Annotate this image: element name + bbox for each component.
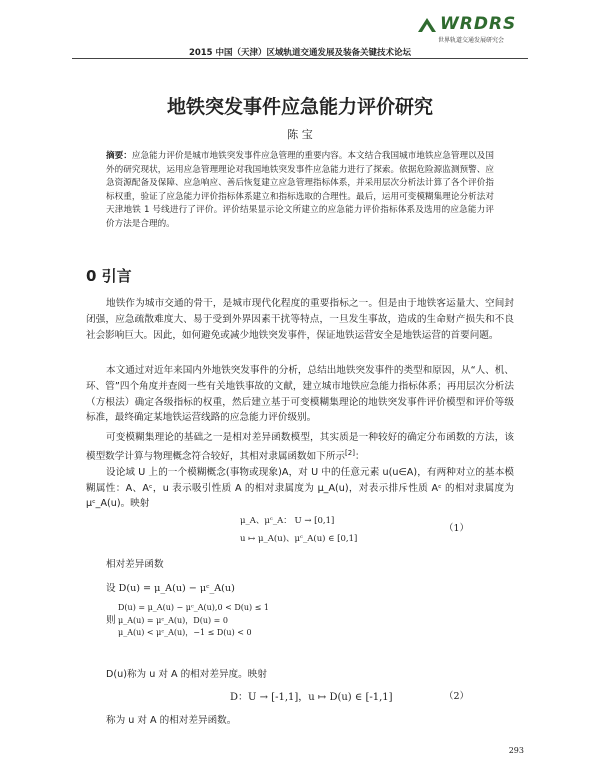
equation-2-number: （2） — [444, 691, 470, 702]
header-rule — [72, 58, 528, 59]
paragraph-2: 本文通过对近年来国内外地铁突发事件的分析，总结出地铁突发事件的类型和原因，从“人、机、环、管”四个角度并查阅一些有关地铁事故的文献，建立城市地铁应急能力指标体系；再用层次分析法（方根法）确定各级指标的权重，然后建立基于可变模糊集理论的地铁突发事件评价模型和评价等级标准，最终确定某地铁运营线路的应急能力评价级别。 — [86, 365, 514, 424]
equation-2: D：U → [-1,1]，u ↦ D(u) ∈ [-1,1] — [230, 692, 393, 703]
paragraph-3 — [86, 430, 514, 512]
paper-title: 地铁突发事件应急能力评价研究 — [166, 96, 433, 118]
paragraph-3-tail: ： — [354, 450, 365, 462]
d-description: D(u)称为 u 对 A 的相对差异度。映射 — [106, 669, 267, 680]
case-row-1: D(u) = μ_A(u) − μᶜ_A(u),0 < D(u) ≤ 1 — [118, 603, 270, 612]
then-label: 则 — [106, 615, 116, 626]
paragraph-1: 地铁作为城市交通的骨干，是城市现代化程度的重要指标之一。但是由于地铁客运量大、空间封闭强，应急疏散难度大、易于受到外界因素干扰等特点，一旦发生事故，造成的生命财产损失和不良社会影响巨大。因此，如何避免或减少地铁突发事件，保证地铁运营安全是地铁运营的首要问题。 — [86, 298, 514, 341]
paragraph-3-intro: 可变模糊集理论的基础之一是相对差异函数模型，其实质是一种较好的确定分布函数的方法，该模型数学计算与物理概念符合较好，其相对隶属函数如下所示 — [86, 432, 514, 462]
case-definition — [106, 602, 269, 640]
logo — [416, 14, 528, 44]
abstract-label: 摘要： — [106, 151, 132, 161]
author: 陈 宝 — [287, 128, 313, 141]
case-row-3: μ_A(u) < μᶜ_A(u)，−1 ≤ D(u) < 0 — [118, 628, 252, 637]
rail-logo-icon — [416, 16, 438, 34]
section-heading: 0 引言 — [86, 267, 132, 285]
logo-subtitle: 世界轨道交通发展研究会 — [438, 37, 505, 44]
d-definition: 设 D(u) = μ_A(u) − μᶜ_A(u) — [106, 583, 235, 594]
logo-text: WRDRS — [440, 14, 517, 34]
abstract-text: 应急能力评价是城市地铁突发事件应急管理的重要内容。本文结合我国城市地铁应急管理以及国外的研究现状，运用应急管理理论对我国地铁突发事件应急能力进行了探索。依据危险源监测预警、应急资源配备及保障、应急响应、善后恢复建立应急管理指标体系，并采用层次分析法计算了各个评价指标权重，验证了应急能力评价指标体系建立和指标选取的合理性。最后，运用可变模糊集理论分析法对天津地铁 1 号线进行了评价。评价结果显示论文所建立的应急能力评价指标体系及选用的应急能力评价方法是合理的。 — [106, 151, 494, 229]
equation-1 — [240, 512, 357, 548]
equation-1-line-2: u ↦ μ_A(u)、μᶜ_A(u) ∈ [0,1] — [240, 534, 358, 544]
case-row-2: μ_A(u) = μᶜ_A(u)，D(u) = 0 — [118, 615, 228, 625]
running-header: 2015 中国（天津）区域轨道交通发展及装备关键技术论坛 — [188, 48, 412, 58]
abstract — [106, 150, 494, 232]
equation-1-line-1: μ_A、μᶜ_A： U → [0,1] — [240, 516, 335, 526]
equation-1-number: （1） — [444, 523, 470, 534]
page-number: 293 — [508, 746, 524, 755]
closing-sentence: 称为 u 对 A 的相对差异函数。 — [106, 715, 237, 726]
citation: [2] — [345, 448, 355, 457]
paragraph-4: 设论域 U 上的一个模糊概念(事物或现象)A，对 U 中的任意元素 u(u∈A)，有两种对立的基本模糊属性：A、Aᶜ，u 表示吸引性质 A 的相对隶属度为 μ_A(u)，对表示排斥性质 Aᶜ 的相对隶属度为 μᶜ_A(u)。映射 — [86, 466, 514, 510]
label-relative-difference-function: 相对差异函数 — [106, 559, 164, 570]
